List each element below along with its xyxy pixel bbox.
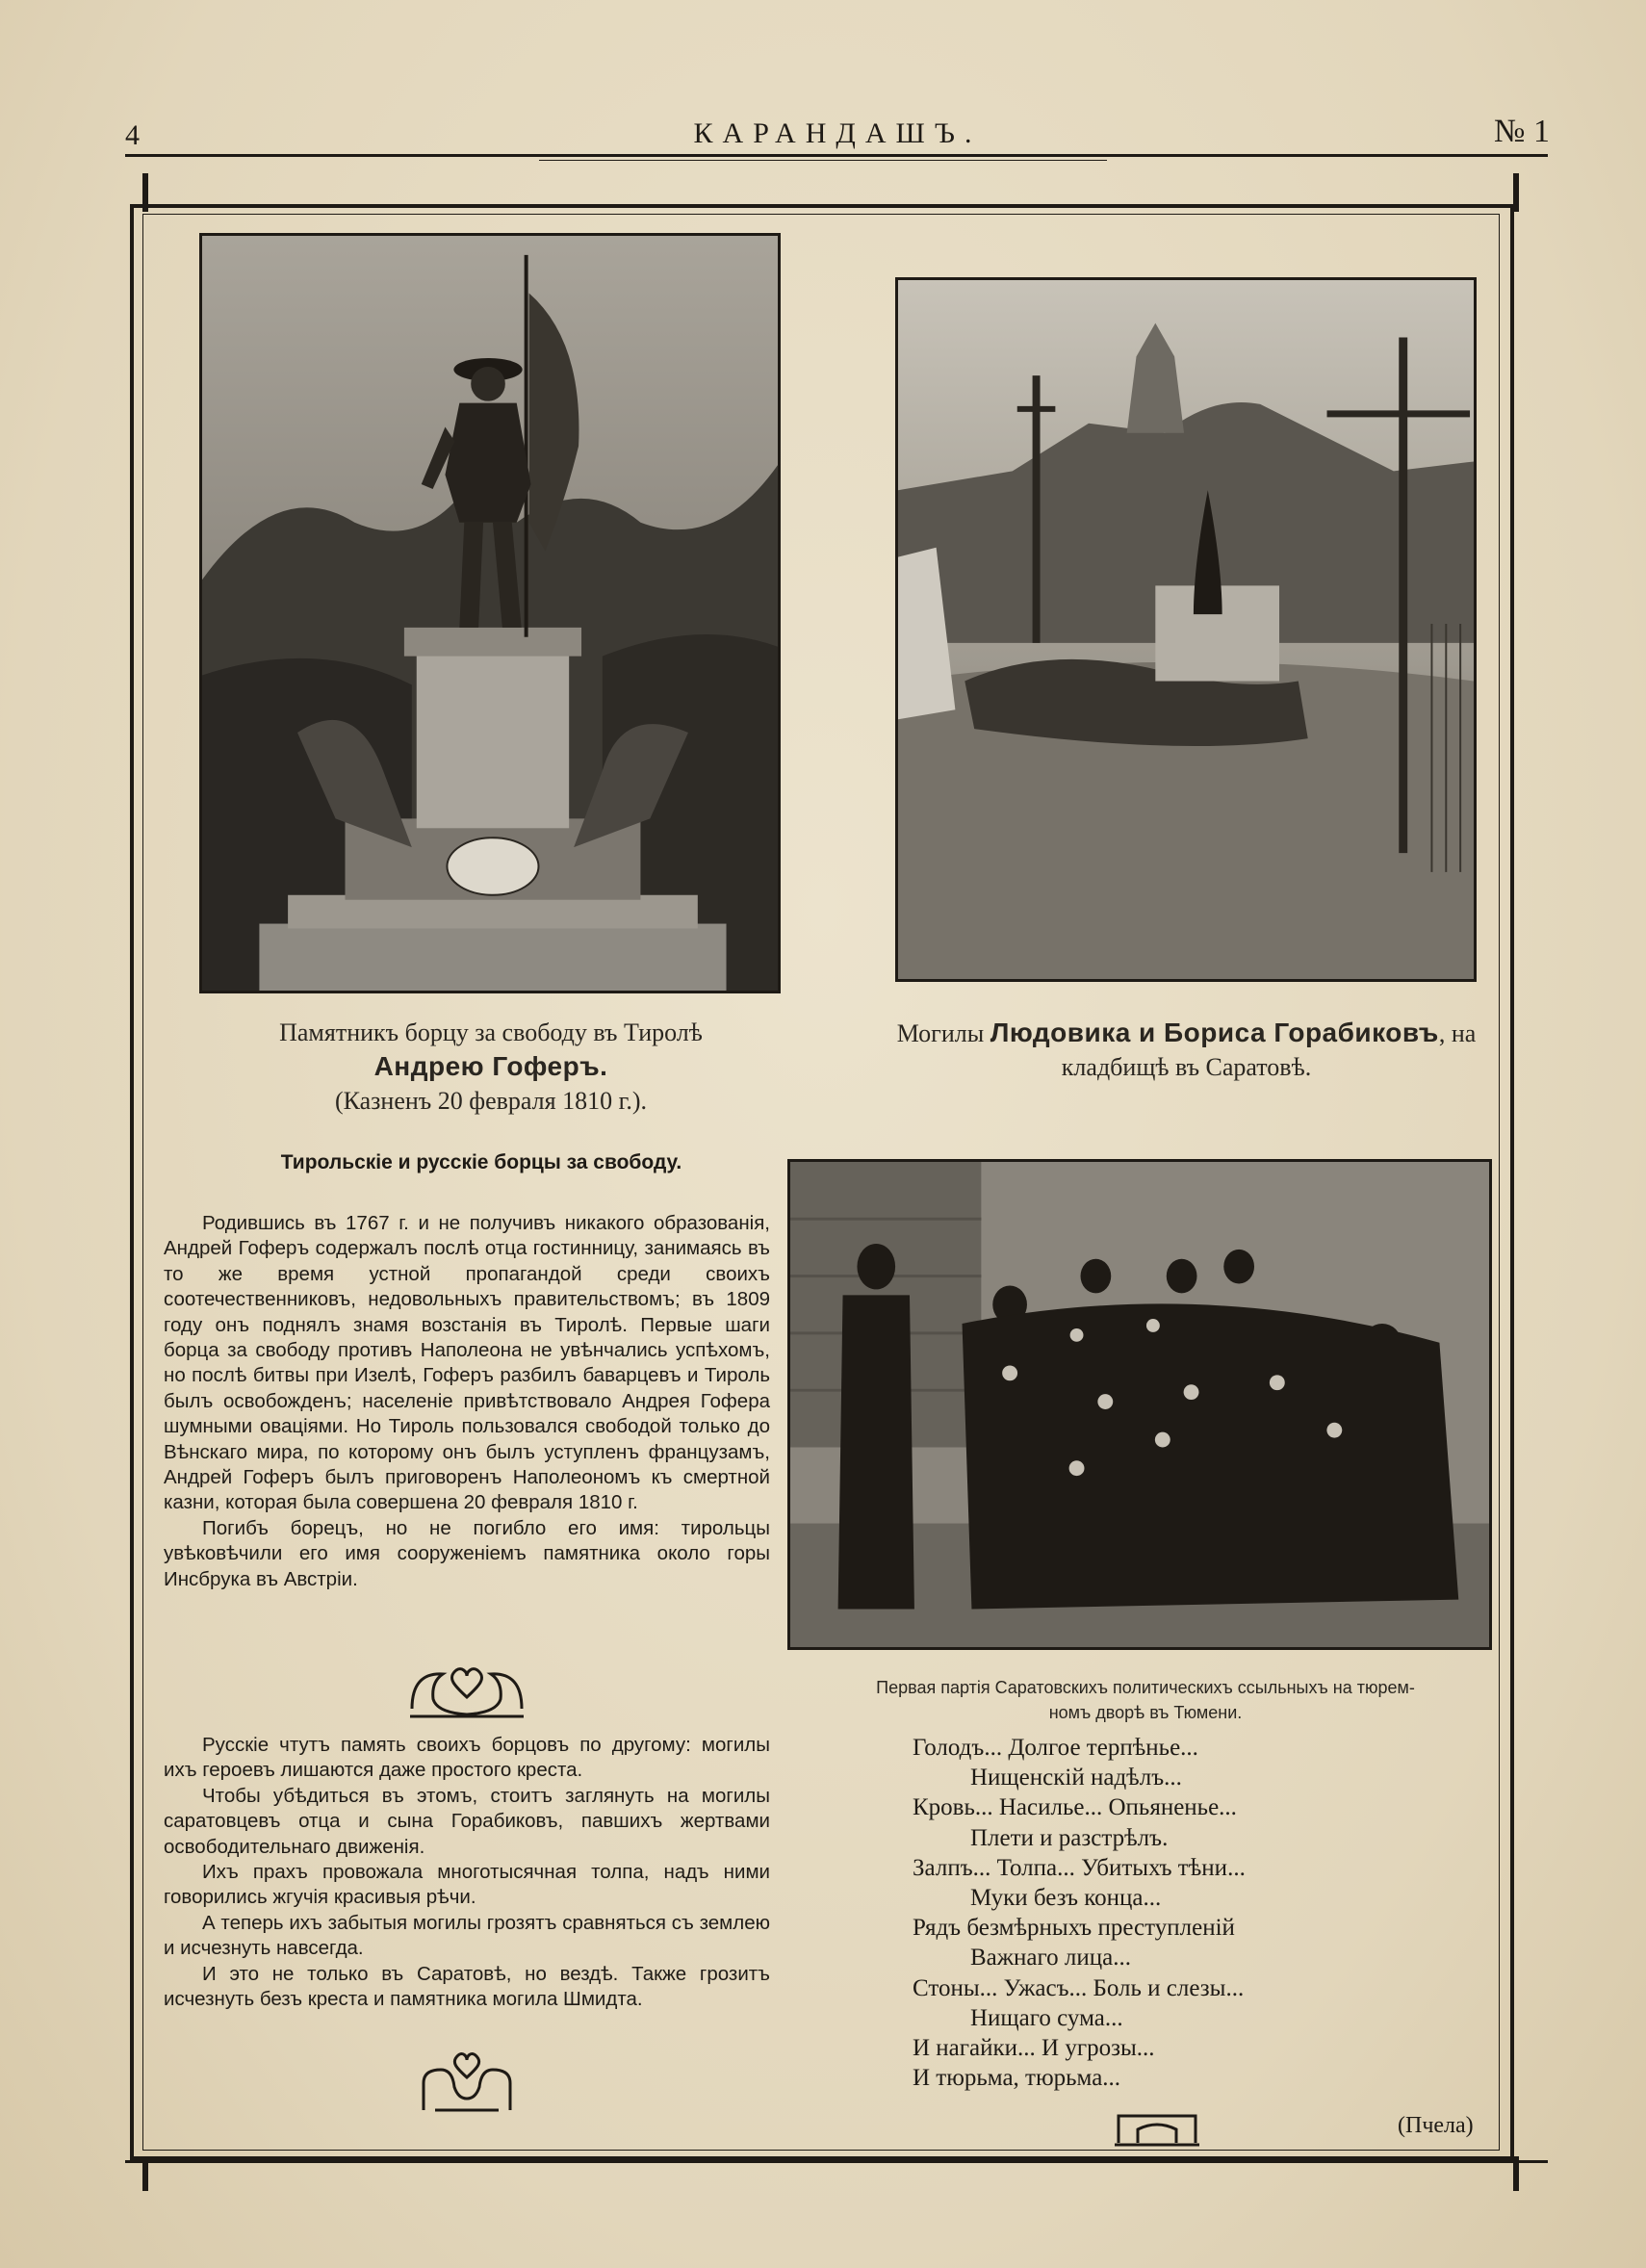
article-title: Тирольскіе и русскіе борцы за свободу. — [280, 1151, 682, 1173]
caption-line: номъ дворѣ въ Тюмени. — [1048, 1703, 1243, 1722]
poem-line: И тюрьма, тюрьма... — [913, 2065, 1121, 2092]
caption-line: Первая партія Саратовскихъ политическихъ ссыльныхъ на тюрем- — [876, 1678, 1415, 1697]
caption-hofer-monument — [183, 1016, 799, 1118]
poem-line: Рядъ безмѣрныхъ преступленій — [913, 1915, 1235, 1942]
photo-hofer-monument — [199, 233, 781, 993]
frame-corner — [142, 173, 148, 212]
ornament-end-icon — [1113, 2108, 1201, 2149]
article-column-bottom — [164, 1733, 770, 2012]
frame-corner — [1513, 173, 1519, 212]
page-number: 4 — [125, 119, 140, 151]
article-paragraph: А теперь ихъ забытыя могилы грозятъ сравняться съ землею и исчезнуть навсегда. — [164, 1911, 770, 1960]
caption-name: Андрею Гоферъ. — [373, 1051, 608, 1081]
ornament-divider-icon — [404, 1661, 529, 1722]
poem-credit: (Пчела) — [1398, 2113, 1474, 2138]
article-paragraph: Ихъ прахъ провожала многотысячная толпа, надъ ними говорились жгучія красивыя рѣчи. — [164, 1861, 770, 1909]
caption-line: Могилы Людовика и Бориса Горабиковъ, на — [896, 1018, 1477, 1047]
caption-line: (Казненъ 20 февраля 1810 г.). — [334, 1087, 648, 1115]
poem-line: Муки безъ конца... — [970, 1885, 1162, 1912]
poem-line: Стоны... Ужасъ... Боль и слезы... — [913, 1974, 1245, 2001]
caption-line: кладбищѣ въ Саратовѣ. — [1061, 1053, 1312, 1081]
ornament-divider-icon — [414, 2049, 520, 2114]
footer-rule — [125, 2160, 1548, 2163]
poem-line: И нагайки... И угрозы... — [913, 2035, 1155, 2062]
poem-line: Плети и разстрѣлъ. — [970, 1824, 1169, 1851]
poem-line: Голодъ... Долгое терпѣнье... — [913, 1735, 1198, 1761]
caption-graves-saratov — [862, 1016, 1511, 1084]
poem-line: Нищаго сума... — [970, 2004, 1123, 2031]
photo-graves-saratov — [895, 277, 1477, 982]
page-header — [125, 108, 1550, 156]
issue-number: № 1 — [1494, 114, 1550, 149]
header-rule-thin — [539, 160, 1107, 161]
poem-line: Нищенскій надѣлъ... — [970, 1765, 1182, 1791]
article-paragraph: Чтобы убѣдиться въ этомъ, стоитъ заглянуть на могилы саратовцевъ отца и сына Горабиковъ, павшихъ жертвами освободительнаго движенія. — [164, 1784, 770, 1858]
poem-line: Важнаго лица... — [970, 1945, 1131, 1972]
article-paragraph: Погибъ борецъ, но не погибло его имя: тирольцы увѣковѣчили его имя сооруженіемъ памятника около горы Инсбрука въ Австріи. — [164, 1516, 770, 1590]
caption-line: Памятникъ борцу за свободу въ Тиролѣ — [279, 1018, 703, 1046]
poem — [913, 1733, 1394, 2093]
photo-exiles-tyumen — [787, 1159, 1492, 1650]
poem-line: Залпъ... Толпа... Убитыхъ тѣни... — [913, 1854, 1246, 1881]
poem-line: Кровь... Насилье... Опьяненье... — [913, 1794, 1237, 1821]
article-paragraph: Русскіе чтутъ память своихъ борцовъ по другому: могилы ихъ героевъ лишаются даже простого креста. — [164, 1734, 770, 1782]
article-paragraph: Родившись въ 1767 г. и не получивъ никакого образованія, Андрей Гоферъ содержалъ послѣ отца гостинницу, занимаясь въ то же время устной пропагандой среди своихъ соотечественниковъ, недовольныхъ правительствомъ; въ 1809 году онъ поднялъ знамя возстанія въ Тиролѣ. Первые шаги борца за свободу противъ Наполеона не увѣнчались успѣхомъ, но послѣ битвы при Изелѣ, Гоферъ разбилъ баварцевъ и Тироль былъ освобожденъ; населеніе привѣтствовало Андрея Гофера шумными оваціями. Но Тироль пользовался свободой только до Вѣнскаго мира, по которому онъ былъ уступленъ французамъ, Андрей Гоферъ былъ приговоренъ Наполеономъ къ смертной казни, которая была совершена 20 февраля 1810 г. — [164, 1212, 770, 1514]
article-paragraph: И это не только въ Саратовѣ, но вездѣ. Также грозитъ исчезнуть безъ креста и памятника могила Шмидта. — [164, 1962, 770, 2011]
article-column-top — [164, 1211, 770, 1592]
header-rule — [125, 154, 1548, 157]
newspaper-title: КАРАНДАШЪ. — [693, 117, 982, 149]
caption-exiles-tyumen — [828, 1675, 1463, 1725]
